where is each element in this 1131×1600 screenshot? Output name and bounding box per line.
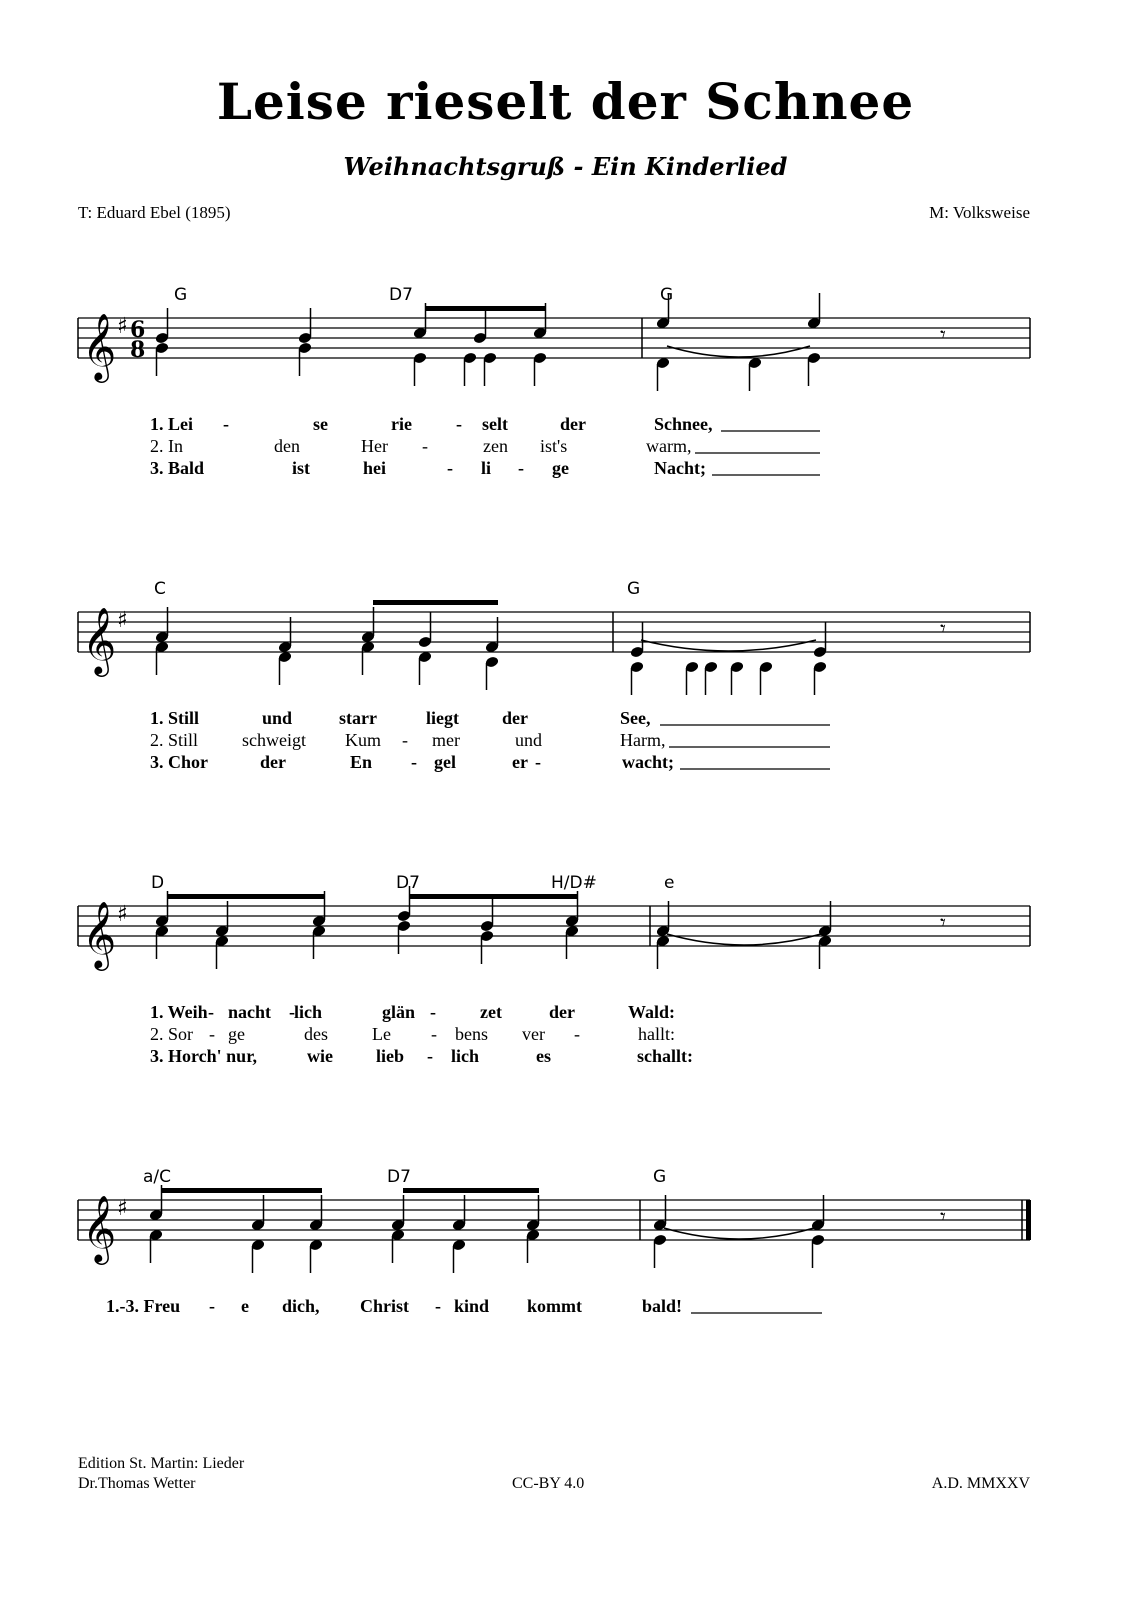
lyric-syllable: wie (307, 1046, 333, 1066)
lyric-syllable: den (274, 436, 300, 456)
lyric-syllable: 2. Sor (150, 1024, 194, 1044)
lyric-syllable: - (289, 1002, 295, 1022)
lyric-syllable: - (430, 1002, 436, 1022)
lyric-syllable: kommt (527, 1296, 582, 1316)
lyric-syllable: - (456, 414, 462, 434)
lyric-syllable: 2. Still (150, 730, 199, 750)
lyric-syllable: 1.-3. Freu (106, 1296, 181, 1316)
lyric-syllable: e (241, 1296, 249, 1316)
lyric-syllable: ge (228, 1024, 245, 1044)
lyric-syllable: Le (372, 1024, 391, 1044)
key-signature-sharp: ♯ (117, 1196, 128, 1221)
lyric-syllable: starr (339, 708, 377, 728)
time-signature-top: 6 (130, 317, 146, 343)
lyric-syllable: 3. Horch' nur, (150, 1046, 258, 1066)
lyric-syllable: lich (451, 1046, 480, 1066)
lyric-syllable: ist (292, 458, 310, 478)
note-beam (161, 1188, 322, 1193)
eighth-rest: 𝄾 (940, 617, 946, 642)
lyric-syllable: Harm, (620, 730, 666, 750)
chord-symbol: a/C (143, 1167, 172, 1187)
lyric-syllable: - (223, 414, 229, 434)
eighth-rest: 𝄾 (940, 323, 946, 348)
lyric-syllable: li (481, 458, 492, 478)
lyric-syllable: - (427, 1046, 433, 1066)
chord-symbol: G (627, 579, 641, 599)
eighth-rest: 𝄾 (940, 1205, 946, 1230)
lyric-syllable: Christ (360, 1296, 409, 1316)
chord-symbol: G (660, 285, 674, 305)
lyric-syllable: 3. Bald (150, 458, 205, 478)
lyric-syllable: bald! (642, 1296, 683, 1316)
lyric-syllable: - (435, 1296, 441, 1316)
chord-symbol: D (151, 873, 165, 893)
lyric-syllable: liegt (426, 708, 459, 728)
lyric-syllable: - (431, 1024, 437, 1044)
chord-symbol: G (174, 285, 188, 305)
treble-clef: 𝄞 (82, 900, 117, 968)
lyric-syllable: gel (434, 752, 456, 772)
lyric-syllable: ist's (540, 436, 568, 456)
lyric-syllable: der (502, 708, 528, 728)
lyric-syllable: der (260, 752, 286, 772)
barline-final-thick (1026, 1200, 1031, 1240)
page-subtitle: Weihnachtsgruß - Ein Kinderlied (343, 152, 788, 181)
lyric-syllable: schallt: (637, 1046, 693, 1066)
chord-symbol: G (653, 1167, 667, 1187)
lyric-syllable: der (560, 414, 586, 434)
chord-symbol: D7 (396, 873, 420, 893)
lyric-syllable: rie (391, 414, 412, 434)
lyric-syllable: - (535, 752, 541, 772)
footer-license: CC-BY 4.0 (512, 1475, 585, 1492)
lyric-syllable: - (518, 458, 524, 478)
time-signature-bottom: 8 (130, 337, 146, 363)
lyric-syllable: er (512, 752, 528, 772)
lyric-syllable: nacht (228, 1002, 272, 1022)
lyric-syllable: hei (363, 458, 387, 478)
lyric-syllable: En (350, 752, 373, 772)
lyric-syllable: 1. Still (150, 708, 200, 728)
lyric-syllable: - (208, 1002, 214, 1022)
lyric-syllable: selt (482, 414, 508, 434)
lyric-syllable: wacht; (622, 752, 674, 772)
key-signature-sharp: ♯ (117, 902, 128, 927)
lyric-syllable: 1. Lei (150, 414, 193, 434)
lyric-syllable: 2. In (150, 436, 183, 456)
chord-symbol: D7 (387, 1167, 411, 1187)
treble-clef: 𝄞 (82, 312, 117, 380)
chord-symbol: H/D# (551, 873, 597, 893)
text-credit: T: Eduard Ebel (1895) (78, 203, 231, 222)
chord-symbol: D7 (389, 285, 413, 305)
lyric-syllable: mer (432, 730, 460, 750)
lyric-syllable: Kum (345, 730, 381, 750)
page-title: Leise rieselt der Schnee (216, 72, 915, 131)
lyric-syllable: zen (483, 436, 508, 456)
note-beam (403, 1188, 539, 1193)
chord-symbol: C (154, 579, 166, 599)
lyric-syllable: See, (620, 708, 651, 728)
lyric-syllable: und (262, 708, 293, 728)
lyric-syllable: glän (382, 1002, 416, 1022)
lyric-syllable: 1. Weih (150, 1002, 208, 1022)
music-credit: M: Volksweise (929, 203, 1030, 222)
treble-clef: 𝄞 (82, 1194, 117, 1262)
lyric-syllable: Schnee, (654, 414, 713, 434)
note-beam (425, 306, 546, 311)
lyric-syllable: warm, (646, 436, 692, 456)
lyric-syllable: des (304, 1024, 328, 1044)
lyric-syllable: ge (552, 458, 569, 478)
lyric-syllable: - (422, 436, 428, 456)
lyric-syllable: der (549, 1002, 575, 1022)
lyric-syllable: - (574, 1024, 580, 1044)
lyric-syllable: - (209, 1024, 215, 1044)
lyric-syllable: 3. Chor (150, 752, 208, 772)
lyric-syllable: hallt: (638, 1024, 675, 1044)
lyric-syllable: - (411, 752, 417, 772)
key-signature-sharp: ♯ (117, 608, 128, 633)
lyric-syllable: lich (294, 1002, 323, 1022)
lyric-syllable: Her (361, 436, 388, 456)
lyric-syllable: ver (522, 1024, 545, 1044)
key-signature-sharp: ♯ (117, 314, 128, 339)
lyric-syllable: Nacht; (654, 458, 706, 478)
footer-year: A.D. MMXXV (931, 1475, 1030, 1492)
note-beam (409, 894, 578, 899)
lyric-syllable: zet (480, 1002, 502, 1022)
footer-author: Dr.Thomas Wetter (78, 1475, 196, 1492)
note-beam (373, 600, 498, 605)
treble-clef: 𝄞 (82, 606, 117, 674)
eighth-rest: 𝄾 (940, 911, 946, 936)
lyric-syllable: dich, (282, 1296, 320, 1316)
lyric-syllable: schweigt (242, 730, 306, 750)
lyric-syllable: - (447, 458, 453, 478)
note-beam (167, 894, 325, 899)
footer-edition: Edition St. Martin: Lieder (78, 1455, 245, 1472)
lyric-syllable: bens (455, 1024, 488, 1044)
lyric-syllable: Wald: (628, 1002, 676, 1022)
lyric-syllable: se (313, 414, 328, 434)
lyric-syllable: - (402, 730, 408, 750)
lyric-syllable: lieb (376, 1046, 405, 1066)
lyric-syllable: kind (454, 1296, 490, 1316)
lyric-syllable: - (209, 1296, 215, 1316)
chord-symbol: e (664, 873, 675, 893)
lyric-syllable: und (515, 730, 542, 750)
lyric-syllable: es (536, 1046, 551, 1066)
